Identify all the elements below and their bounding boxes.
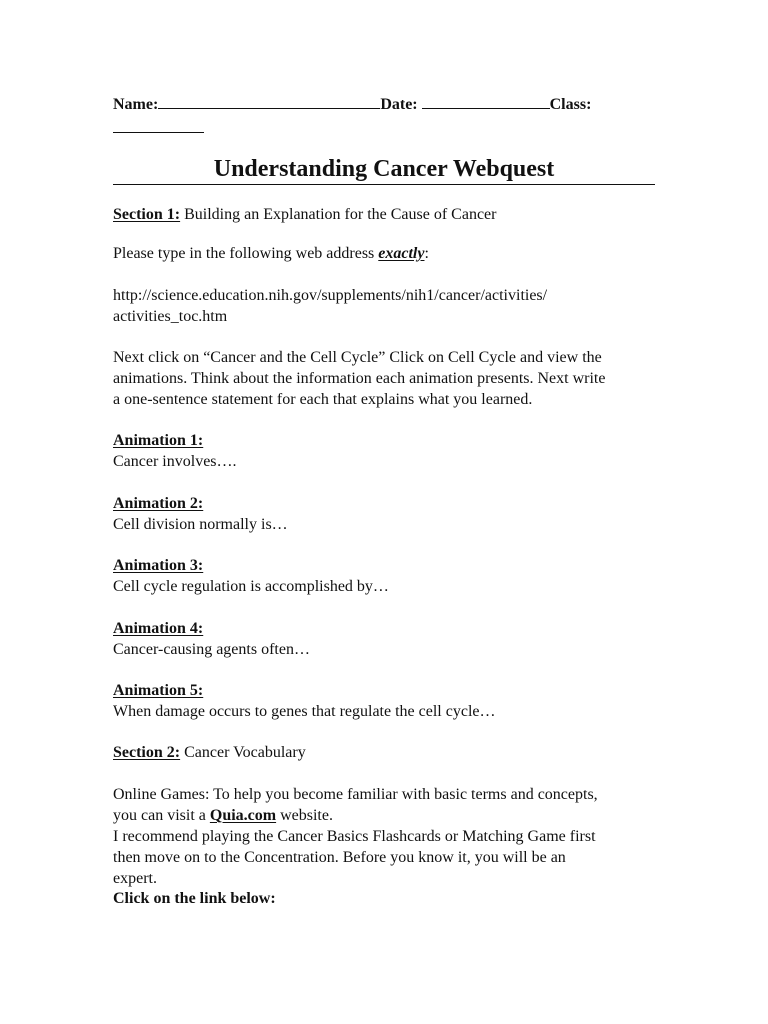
recommend-line3: expert. bbox=[113, 870, 157, 887]
section1-heading-line bbox=[113, 204, 496, 225]
recommend-line1: I recommend playing the Cancer Basics Flashcards or Matching Game first bbox=[113, 828, 596, 845]
instructions-paragraph-line2: animations. Think about the information each animation presents. Next write bbox=[113, 370, 606, 387]
class-blank[interactable] bbox=[113, 119, 204, 133]
section1-label: Section 1: bbox=[113, 206, 181, 223]
section2-heading: Cancer Vocabulary bbox=[184, 744, 306, 761]
animation-2-label: Animation 2: bbox=[113, 495, 204, 512]
date-blank[interactable] bbox=[422, 94, 550, 109]
quia-link[interactable]: Quia.com bbox=[209, 807, 277, 824]
page-title: Understanding Cancer Webquest bbox=[213, 156, 555, 182]
animation-1-prompt: Cancer involves…. bbox=[113, 453, 237, 470]
instruction-colon: : bbox=[424, 245, 429, 262]
animation-5-prompt: When damage occurs to genes that regulate the cell cycle… bbox=[113, 703, 496, 720]
click-link-instruction: Click on the link below: bbox=[113, 890, 276, 907]
date-label: Date: bbox=[380, 96, 418, 113]
class-label: Class: bbox=[549, 96, 592, 113]
instructions-paragraph-line3: a one-sentence statement for each that explains what you learned. bbox=[113, 391, 533, 408]
web-address-url-line1: http://science.education.nih.gov/supplements/nih1/cancer/activities/ bbox=[113, 287, 548, 304]
section1-heading: Building an Explanation for the Cause of Cancer bbox=[184, 206, 497, 223]
animation-1-label: Animation 1: bbox=[113, 432, 204, 449]
animation-2-prompt: Cell division normally is… bbox=[113, 516, 288, 533]
animation-4-prompt: Cancer-causing agents often… bbox=[113, 641, 310, 658]
instructions-paragraph-line1: Next click on “Cancer and the Cell Cycle” Click on Cell Cycle and view the bbox=[113, 349, 602, 366]
name-blank[interactable] bbox=[158, 94, 380, 109]
section2-heading-line bbox=[113, 742, 306, 763]
animation-3-prompt: Cell cycle regulation is accomplished by… bbox=[113, 578, 389, 595]
animation-5-label: Animation 5: bbox=[113, 682, 204, 699]
web-address-instruction bbox=[113, 243, 429, 264]
animation-3-label: Animation 3: bbox=[113, 557, 204, 574]
instruction-text: Please type in the following web address bbox=[113, 245, 379, 262]
online-games-line2 bbox=[113, 805, 333, 826]
header-fields bbox=[113, 94, 591, 114]
name-label: Name: bbox=[113, 96, 159, 113]
title-divider bbox=[113, 184, 655, 185]
section2-label: Section 2: bbox=[113, 744, 181, 761]
animation-4-label: Animation 4: bbox=[113, 620, 204, 637]
online-games-line1: Online Games: To help you become familiar with basic terms and concepts, bbox=[113, 786, 598, 803]
web-address-url-line2: activities_toc.htm bbox=[113, 308, 228, 325]
online-games-suffix: website. bbox=[276, 807, 333, 824]
recommend-line2: then move on to the Concentration. Before you know it, you will be an bbox=[113, 849, 566, 866]
instruction-emphasis: exactly bbox=[378, 245, 425, 262]
online-games-prefix: you can visit a bbox=[113, 807, 210, 824]
